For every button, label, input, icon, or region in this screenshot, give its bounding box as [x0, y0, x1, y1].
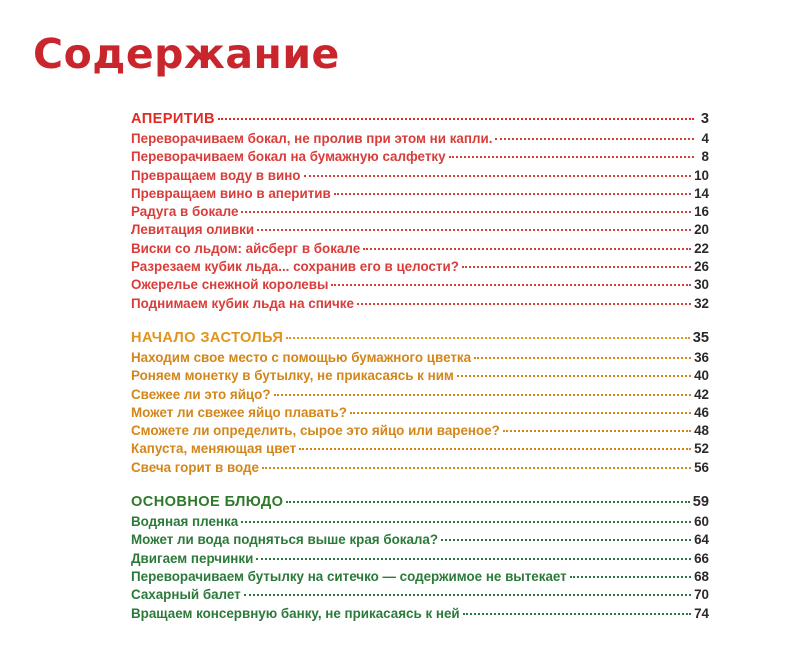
toc-entry[interactable]: [131, 404, 709, 422]
entry-label: Свеча горит в воде: [131, 459, 260, 475]
dot-leader: [256, 558, 691, 560]
toc-entry[interactable]: [131, 605, 709, 623]
dot-leader: [304, 175, 692, 177]
dot-leader: [262, 467, 691, 469]
toc-entry[interactable]: [131, 349, 709, 367]
page-number: 42: [694, 386, 709, 402]
page-number: 16: [694, 204, 709, 220]
toc-entry[interactable]: [131, 367, 709, 385]
entry-label: Двигаем перчинки: [131, 550, 254, 566]
page-number: 3: [700, 111, 709, 127]
page-number: 70: [694, 587, 709, 603]
dot-leader: [244, 594, 691, 596]
toc-entry[interactable]: [131, 568, 709, 586]
toc-section: [131, 491, 709, 623]
entry-label: Ожерелье снежной королевы: [131, 277, 329, 293]
toc-entry[interactable]: [131, 167, 709, 185]
page-number: 35: [692, 329, 709, 346]
dot-leader: [218, 118, 694, 120]
toc-entry[interactable]: [131, 586, 709, 604]
dot-leader: [241, 521, 691, 523]
dot-leader: [286, 337, 689, 339]
dot-leader: [503, 430, 691, 432]
toc-entry[interactable]: [131, 221, 709, 239]
entry-label: Переворачиваем бокал на бумажную салфетку: [131, 149, 446, 165]
toc-section-heading[interactable]: [131, 491, 709, 513]
entry-label: Разрезаем кубик льда... сохранив его в целости?: [131, 259, 459, 275]
entry-label: Переворачиваем бокал, не пролив при этом ни капли.: [131, 131, 493, 146]
toc-entry[interactable]: [131, 203, 709, 221]
toc-section-heading[interactable]: [131, 327, 709, 349]
page-number: 10: [694, 167, 709, 183]
toc-entry[interactable]: [131, 440, 709, 458]
toc-section: [131, 108, 709, 313]
toc-entry[interactable]: [131, 240, 709, 258]
entry-label: Поднимаем кубик льда на спичке: [131, 295, 354, 311]
page-number: 48: [694, 423, 709, 439]
toc-entry[interactable]: [131, 295, 709, 313]
toc-section-heading[interactable]: [131, 108, 709, 130]
page-number: 56: [694, 459, 709, 475]
section-heading-label: ОСНОВНОЕ БЛЮДО: [131, 494, 284, 511]
dot-leader: [334, 193, 691, 195]
entry-label: Превращаем вино в аперитив: [131, 185, 331, 201]
toc-entry[interactable]: [131, 513, 709, 531]
page-number: 32: [694, 295, 709, 311]
table-of-contents: [131, 108, 709, 637]
entry-label: Водяная пленка: [131, 514, 239, 530]
dot-leader: [286, 501, 689, 503]
entry-label: Роняем монетку в бутылку, не прикасаясь к ним: [131, 368, 454, 384]
dot-leader: [463, 613, 691, 615]
page-number: 4: [701, 131, 709, 146]
entry-label: Превращаем воду в вино: [131, 167, 301, 183]
dot-leader: [462, 266, 691, 268]
toc-entry[interactable]: [131, 386, 709, 404]
entry-label: Капуста, меняющая цвет: [131, 441, 297, 457]
page-number: 59: [692, 494, 709, 511]
entry-label: Может ли вода подняться выше края бокала?: [131, 532, 439, 548]
toc-entry[interactable]: [131, 459, 709, 477]
page-number: 66: [694, 550, 709, 566]
dot-leader: [331, 284, 691, 286]
page-number: 22: [694, 240, 709, 256]
page-number: 8: [701, 149, 709, 165]
dot-leader: [257, 229, 691, 231]
entry-label: Может ли свежее яйцо плавать?: [131, 404, 347, 420]
toc-entry[interactable]: [131, 531, 709, 549]
entry-label: Вращаем консервную банку, не прикасаясь к ней: [131, 605, 460, 621]
toc-section: [131, 327, 709, 477]
dot-leader: [474, 357, 691, 359]
dot-leader: [441, 539, 691, 541]
entry-label: Виски со льдом: айсберг в бокале: [131, 240, 361, 256]
toc-entry[interactable]: [131, 276, 709, 294]
entry-label: Радуга в бокале: [131, 204, 239, 220]
toc-entry[interactable]: [131, 130, 709, 148]
entry-label: Переворачиваем бутылку на ситечко — содержимое не вытекает: [131, 568, 567, 584]
toc-entry[interactable]: [131, 185, 709, 203]
page-number: 20: [694, 222, 709, 238]
dot-leader: [457, 375, 691, 377]
page-number: 68: [694, 568, 709, 584]
page-number: 64: [694, 532, 709, 548]
dot-leader: [350, 412, 691, 414]
page-number: 14: [694, 185, 709, 201]
toc-entry[interactable]: [131, 148, 709, 166]
section-heading-label: НАЧАЛО ЗАСТОЛЬЯ: [131, 329, 284, 346]
page-number: 40: [694, 368, 709, 384]
page-number: 52: [694, 441, 709, 457]
dot-leader: [241, 211, 691, 213]
dot-leader: [495, 138, 694, 140]
dot-leader: [363, 248, 691, 250]
entry-label: Сможете ли определить, сырое это яйцо или вареное?: [131, 423, 500, 439]
page-number: 60: [694, 514, 709, 530]
page-number: 46: [694, 404, 709, 420]
page-title: Содержание: [33, 30, 340, 78]
dot-leader: [299, 448, 691, 450]
toc-entry[interactable]: [131, 258, 709, 276]
page-number: 30: [694, 277, 709, 293]
page-number: 26: [694, 259, 709, 275]
dot-leader: [357, 303, 691, 305]
entry-label: Сахарный балет: [131, 587, 241, 603]
toc-entry[interactable]: [131, 550, 709, 568]
entry-label: Свежее ли это яйцо?: [131, 386, 271, 402]
dot-leader: [570, 576, 691, 578]
entry-label: Находим свое место с помощью бумажного цветка: [131, 349, 472, 365]
entry-label: Левитация оливки: [131, 222, 255, 238]
dot-leader: [274, 394, 692, 396]
dot-leader: [449, 156, 694, 158]
page-number: 36: [694, 349, 709, 365]
toc-entry[interactable]: [131, 422, 709, 440]
page-number: 74: [694, 605, 709, 621]
section-heading-label: АПЕРИТИВ: [131, 111, 215, 127]
